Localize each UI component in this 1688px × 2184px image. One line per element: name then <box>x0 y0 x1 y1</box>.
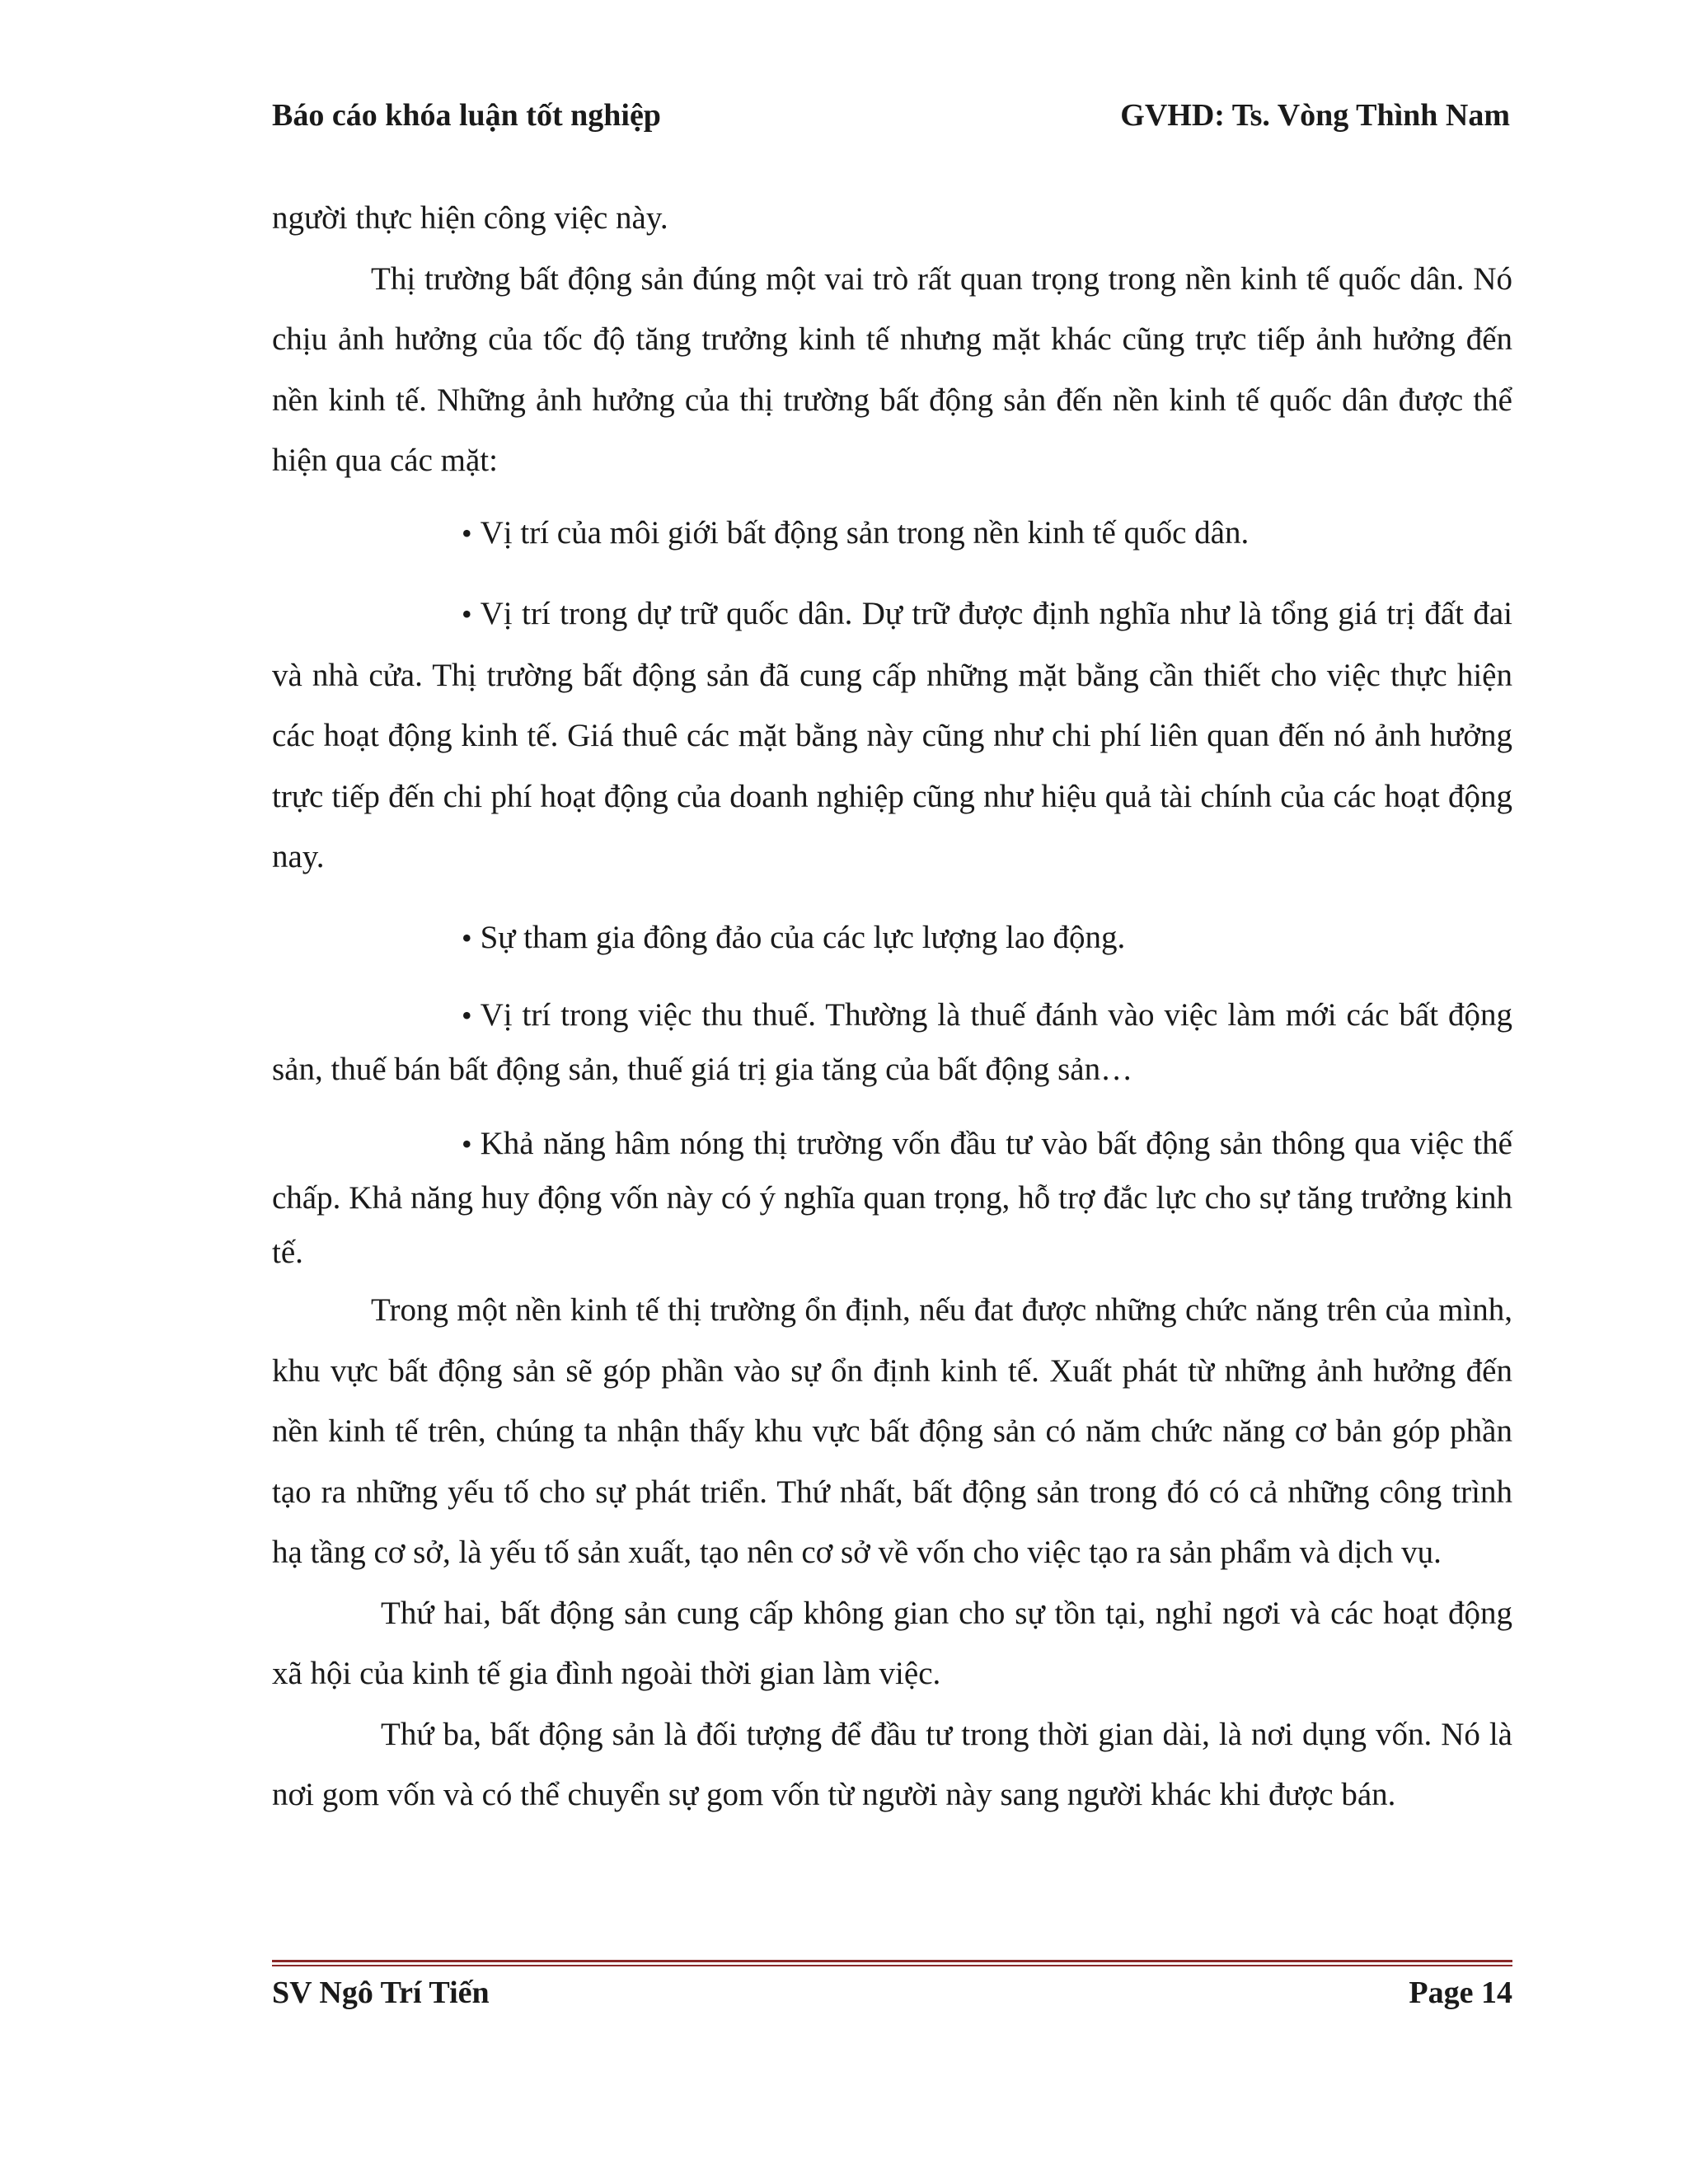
bullet-dot: • <box>462 516 472 550</box>
paragraph-functions: Trong một nền kinh tế thị trường ổn định, nếu đat được những chức năng trên của mình, khu vực bất động sản sẽ góp phần vào sự ổn định kinh tế. Xuất phát từ những ảnh hưởng đến nền kinh tế trên, chúng ta nhận thấy khu vực bất động sản có năm chức năng cơ bản góp phần tạo ra những yếu tố cho sự phát triển. Thứ nhất, bất động sản trong đó có cả những công trình hạ tầng cơ sở, là yếu tố sản xuất, tạo nên cơ sở về vốn cho việc tạo ra sản phẩm và dịch vụ. <box>272 1292 1512 1570</box>
paragraph-third: Thứ ba, bất động sản là đối tượng để đầu tư trong thời gian dài, là nơi dụng vốn. Nó là nơi gom vốn và có thể chuyển sự gom vốn từ người này sang người khác khi được bán. <box>272 1716 1512 1812</box>
bullet-dot: • <box>462 1127 472 1160</box>
bullet-dot: • <box>462 598 472 630</box>
bullet-item <box>272 988 1512 1097</box>
header-advisor: GVHD: Ts. Vòng Thình Nam <box>1120 98 1510 133</box>
bullet-item <box>272 583 1512 888</box>
footer-divider <box>272 1960 1512 1962</box>
bullet-item <box>272 503 1512 565</box>
page-number: Page 14 <box>1409 1975 1512 2010</box>
footer-divider-secondary <box>272 1965 1512 1966</box>
page-header <box>272 97 1510 134</box>
header-title: Báo cáo khóa luận tốt nghiệp <box>272 98 661 133</box>
bullet-item <box>272 907 1512 969</box>
bullet-text: Sự tham gia đông đảo của các lực lượng lao động. <box>480 919 1126 955</box>
bullet-dot: • <box>462 999 472 1032</box>
paragraph-continuation: người thực hiện công việc này. <box>272 200 668 236</box>
paragraph-second: Thứ hai, bất động sản cung cấp không gian cho sự tồn tại, nghỉ ngơi và các hoạt động xã hội của kinh tế gia đình ngoài thời gian làm việc. <box>272 1595 1512 1691</box>
bullet-dot: • <box>462 921 472 954</box>
footer-author: SV Ngô Trí Tiến <box>272 1975 490 2010</box>
bullet-text: Vị trí trong việc thu thuế. Thường là thuế đánh vào việc làm mới các bất động sản, thuế bán bất động sản, thuế giá trị gia tăng của bất động sản… <box>272 997 1512 1087</box>
bullet-text: Vị trí của môi giới bất động sản trong nền kinh tế quốc dân. <box>480 514 1250 551</box>
document-body <box>272 188 1512 1825</box>
page-footer <box>272 1975 1512 2011</box>
bullet-item <box>272 1117 1512 1280</box>
paragraph-intro: Thị trường bất động sản đúng một vai trò rất quan trọng trong nền kinh tế quốc dân. Nó chịu ảnh hưởng của tốc độ tăng trưởng kinh tế nhưng mặt khác cũng trực tiếp ảnh hưởng đến nền kinh tế. Những ảnh hưởng của thị trường bất động sản đến nền kinh tế quốc dân được thể hiện qua các mặt: <box>272 260 1512 478</box>
bullet-text: Vị trí trong dự trữ quốc dân. Dự trữ được định nghĩa như là tổng giá trị đất đai và nhà cửa. Thị trường bất động sản đã cung cấp những mặt bằng cần thiết cho việc thực hiện các hoạt động kinh tế. Giá thuê các mặt bằng này cũng như chi phí liên quan đến nó ảnh hưởng trực tiếp đến chi phí hoạt động của doanh nghiệp cũng như hiệu quả tài chính của các hoạt động nay. <box>272 596 1512 874</box>
bullet-text: Khả năng hâm nóng thị trường vốn đầu tư vào bất động sản thông qua việc thế chấp. Khả năng huy động vốn này có ý nghĩa quan trọng, hỗ trợ đắc lực cho sự tăng trưởng kinh tế. <box>272 1126 1512 1270</box>
